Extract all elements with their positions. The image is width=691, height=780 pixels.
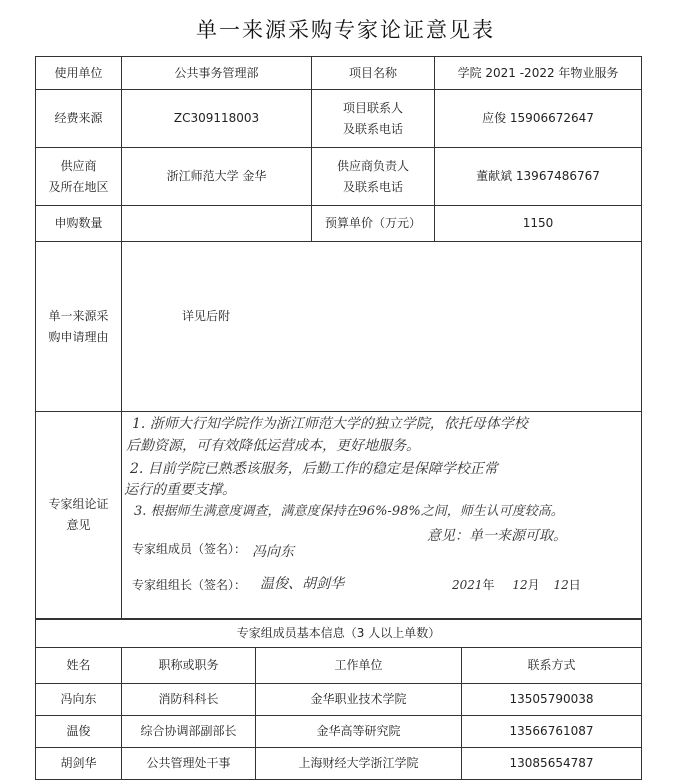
supplier-value: 浙江师范大学 金华 [122, 148, 312, 206]
members-table [35, 619, 642, 780]
handwriting-line: 3. 根据师生满意度调查，满意度保持在96%-98%之间，师生认可度较高。 [134, 504, 564, 519]
handwriting-line: 后勤资源，可有效降低运营成本，更好地服务。 [126, 438, 420, 454]
project-name-value: 学院 2021 -2022 年物业服务 [435, 57, 642, 90]
member-title: 消防科科长 [122, 684, 256, 716]
member-unit: 金华职业技术学院 [256, 684, 462, 716]
form-title: 单一来源采购专家论证意见表 [196, 18, 495, 42]
date-day: 12 [553, 578, 569, 592]
members-header-row [36, 648, 642, 684]
member-contact: 13566761087 [462, 716, 642, 748]
budget-label: 预算单价（万元） [312, 206, 435, 242]
member-unit: 上海财经大学浙江学院 [256, 748, 462, 780]
date-month: 12 [512, 578, 528, 592]
fund-source-label: 经费来源 [36, 90, 122, 148]
header-name: 姓名 [36, 648, 122, 684]
table-row [36, 684, 642, 716]
header-contact: 联系方式 [462, 648, 642, 684]
leader-sign-label: 专家组组长（签名）： [132, 578, 247, 592]
year-label: 年 [482, 578, 495, 592]
info-table [35, 56, 642, 619]
reason-text: 详见后附 [182, 309, 231, 323]
user-unit-value: 公共事务管理部 [122, 57, 312, 90]
handwriting-conclusion: 意见：单一来源可取。 [427, 528, 567, 544]
member-contact: 13085654787 [462, 748, 642, 780]
member-name: 冯向东 [36, 684, 122, 716]
handwriting-line: 运行的重要支撑。 [124, 482, 236, 498]
header-title: 职称或职务 [122, 648, 256, 684]
member-name: 温俊 [36, 716, 122, 748]
supplier-head-label: 供应商负责人 及联系电话 [312, 148, 435, 206]
reason-cell [122, 242, 642, 412]
reason-label: 单一来源采 购申请理由 [36, 242, 122, 412]
member-unit: 金华高等研究院 [256, 716, 462, 748]
fund-source-value: ZC309118003 [122, 90, 312, 148]
date-year: 2021 [452, 578, 483, 592]
members-section-title: 专家组成员基本信息（3 人以上单数） [36, 620, 642, 648]
member-sign-label: 专家组成员（签名）： [132, 542, 247, 556]
project-contact-value: 应俊 15906672647 [435, 90, 642, 148]
supplier-label: 供应商 及所在地区 [36, 148, 122, 206]
table-row [36, 748, 642, 780]
member-contact: 13505790038 [462, 684, 642, 716]
member-signature: 冯向东 [252, 544, 294, 560]
handwriting-line: 1. 浙师大行知学院作为浙江师范大学的独立学院，依托母体学校 [132, 416, 528, 432]
opinion-label: 专家组论证 意见 [36, 412, 122, 619]
member-title: 公共管理处干事 [122, 748, 256, 780]
leader-signature: 温俊、胡剑华 [260, 576, 344, 592]
day-label: 日 [568, 578, 581, 592]
handwriting-line: 2. 目前学院已熟悉该服务，后勤工作的稳定是保障学校正常 [130, 461, 498, 477]
header-unit: 工作单位 [256, 648, 462, 684]
table-row [36, 716, 642, 748]
sign-date [452, 575, 581, 596]
month-label: 月 [527, 578, 540, 592]
quantity-label: 申购数量 [36, 206, 122, 242]
supplier-head-value: 董献斌 13967486767 [435, 148, 642, 206]
opinion-cell [122, 412, 642, 619]
project-name-label: 项目名称 [312, 57, 435, 90]
project-contact-label: 项目联系人 及联系电话 [312, 90, 435, 148]
user-unit-label: 使用单位 [36, 57, 122, 90]
member-title: 综合协调部副部长 [122, 716, 256, 748]
member-name: 胡剑华 [36, 748, 122, 780]
budget-value: 1150 [435, 206, 642, 242]
quantity-value [122, 206, 312, 242]
opinion-area [122, 412, 641, 615]
